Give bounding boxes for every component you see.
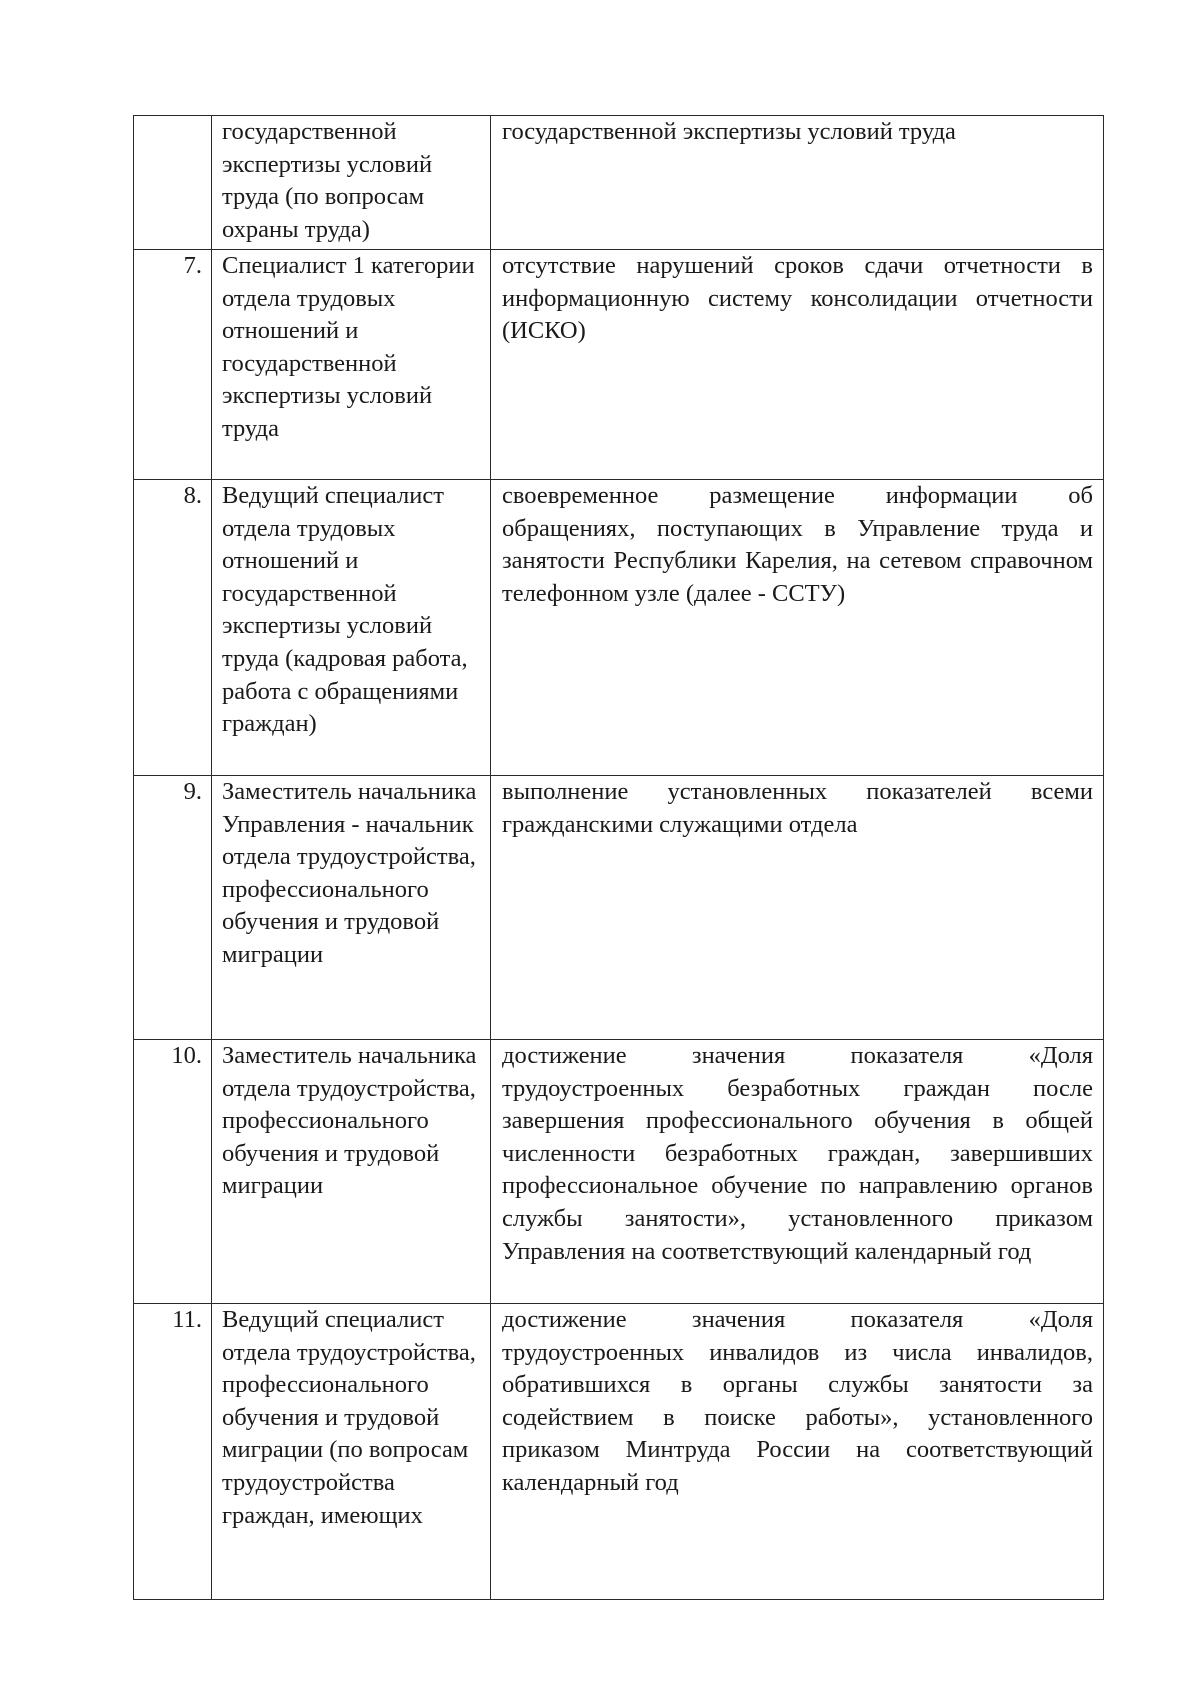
row-number: 7. <box>134 250 212 480</box>
performance-indicator: государственной экспертизы условий труда <box>502 118 956 145</box>
table-row <box>134 480 1104 776</box>
table-row <box>134 250 1104 480</box>
position-title: Специалист 1 категории отдела трудовых отношений и государственной экспертизы условий труда <box>222 252 475 442</box>
position-title: Заместитель начальника отдела трудоустройства, профессионального обучения и трудовой миграции <box>222 1042 477 1200</box>
position-title: Ведущий специалист отдела трудоустройства, профессионального обучения и трудовой миграции (по вопросам трудоустройства граждан, имеющих <box>222 1306 476 1529</box>
position-title: Ведущий специалист отдела трудовых отношений и государственной экспертизы условий труда (кадровая работа, работа с обращениями граждан) <box>222 482 468 738</box>
row-number: 8. <box>134 480 212 776</box>
table-row <box>134 776 1104 1040</box>
performance-indicator: отсутствие нарушений сроков сдачи отчетности в информационную систему консолидации отчетности (ИСКО) <box>502 252 1093 345</box>
table-row <box>134 1304 1104 1600</box>
performance-indicator: выполнение установленных показателей всеми гражданскими служащими отдела <box>502 778 1093 838</box>
table-row <box>134 116 1104 250</box>
row-number: 10. <box>134 1040 212 1304</box>
performance-indicator: своевременное размещение информации об обращениях, поступающих в Управление труда и занятости Республики Карелия, на сетевом справочном телефонном узле (далее - ССТУ) <box>502 482 1093 607</box>
row-number: 9. <box>134 776 212 1040</box>
table-row <box>134 1040 1104 1304</box>
performance-indicator: достижение значения показателя «Доля трудоустроенных инвалидов из числа инвалидов, обратившихся в органы службы занятости за содействием в поиске работы», установленного приказом Минтруда России на соответствующий календарный год <box>502 1306 1093 1496</box>
position-title: государственной экспертизы условий труда (по вопросам охраны труда) <box>222 118 433 243</box>
row-number <box>134 116 212 250</box>
row-number: 11. <box>134 1304 212 1600</box>
indicators-table <box>133 115 1104 1600</box>
position-title: Заместитель начальника Управления - начальник отдела трудоустройства, профессионального обучения и трудовой миграции <box>222 778 477 968</box>
performance-indicator: достижение значения показателя «Доля трудоустроенных безработных граждан после завершения профессионального обучения в общей численности безработных граждан, завершивших профессиональное обучение по направлению органов службы занятости», установленного приказом Управления на соответствующий календарный год <box>502 1042 1093 1265</box>
